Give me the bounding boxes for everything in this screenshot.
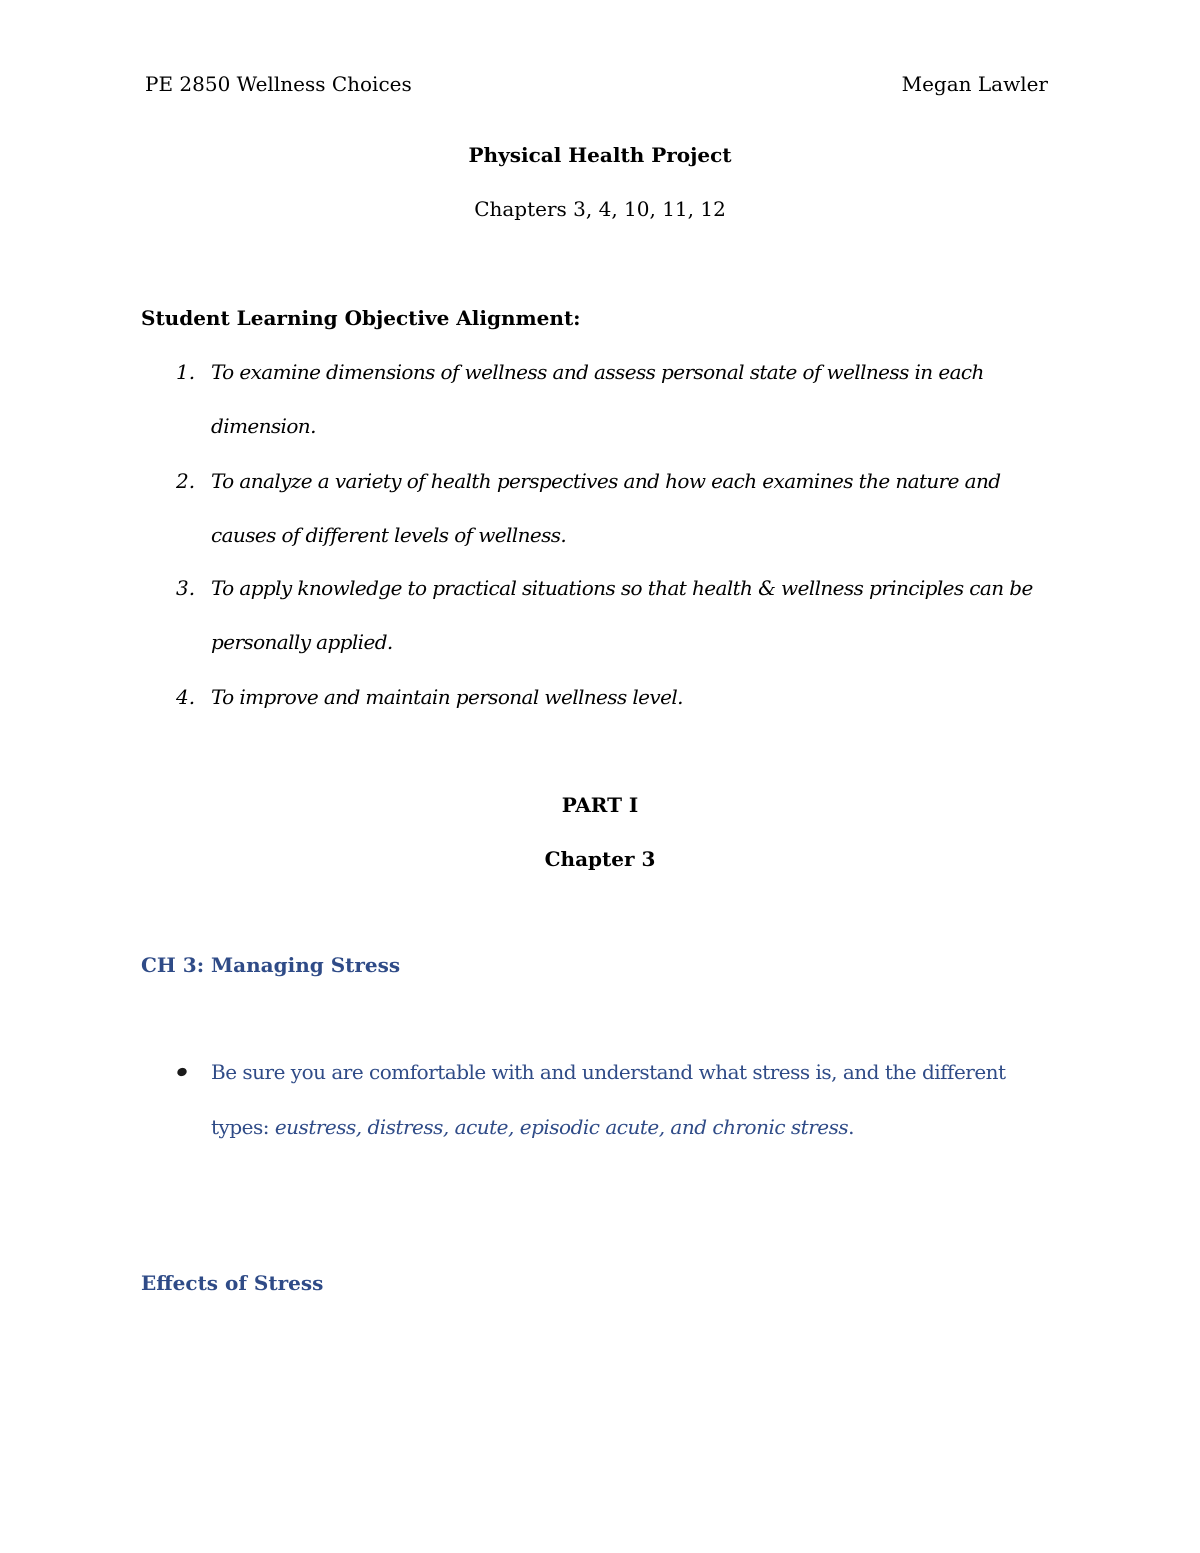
section-heading-effects-of-stress: Effects of Stress <box>141 1271 324 1295</box>
bullet-text <box>211 1045 1056 1155</box>
section-heading-managing-stress: CH 3: Managing Stress <box>141 953 401 977</box>
objective-number: 1. <box>176 360 196 384</box>
header-author: Megan Lawler <box>901 72 1048 96</box>
objective-item <box>176 670 1066 724</box>
bullet-emphasis-text: eustress, distress, acute, episodic acute, and chronic stress <box>274 1115 849 1139</box>
objective-number: 3. <box>176 576 196 600</box>
bullet-icon <box>176 1067 188 1078</box>
bullet-main-text: Be sure you are comfortable with and understand what stress is, and the different types: <box>211 1060 1006 1139</box>
document-title: Physical Health Project <box>468 143 732 167</box>
document-subtitle: Chapters 3, 4, 10, 11, 12 <box>474 197 726 221</box>
bullet-item <box>176 1045 1056 1155</box>
chapter-heading: Chapter 3 <box>544 847 656 871</box>
objective-item <box>176 561 1066 669</box>
objective-number: 2. <box>176 469 196 493</box>
objective-text: To analyze a variety of health perspectives and how each examines the nature and causes of different levels of wellness. <box>211 469 1001 547</box>
objective-text: To apply knowledge to practical situations so that health & wellness principles can be personally applied. <box>211 576 1033 654</box>
objective-number: 4. <box>176 685 196 709</box>
objective-text: To examine dimensions of wellness and assess personal state of wellness in each dimension. <box>211 360 984 438</box>
objectives-heading: Student Learning Objective Alignment: <box>141 306 581 330</box>
part-heading: PART I <box>561 793 639 817</box>
objective-item <box>176 454 1066 562</box>
objective-item <box>176 345 1066 453</box>
header-course: PE 2850 Wellness Choices <box>145 72 412 96</box>
bullet-end-punct: . <box>848 1115 854 1139</box>
objective-text: To improve and maintain personal wellness level. <box>211 685 683 709</box>
